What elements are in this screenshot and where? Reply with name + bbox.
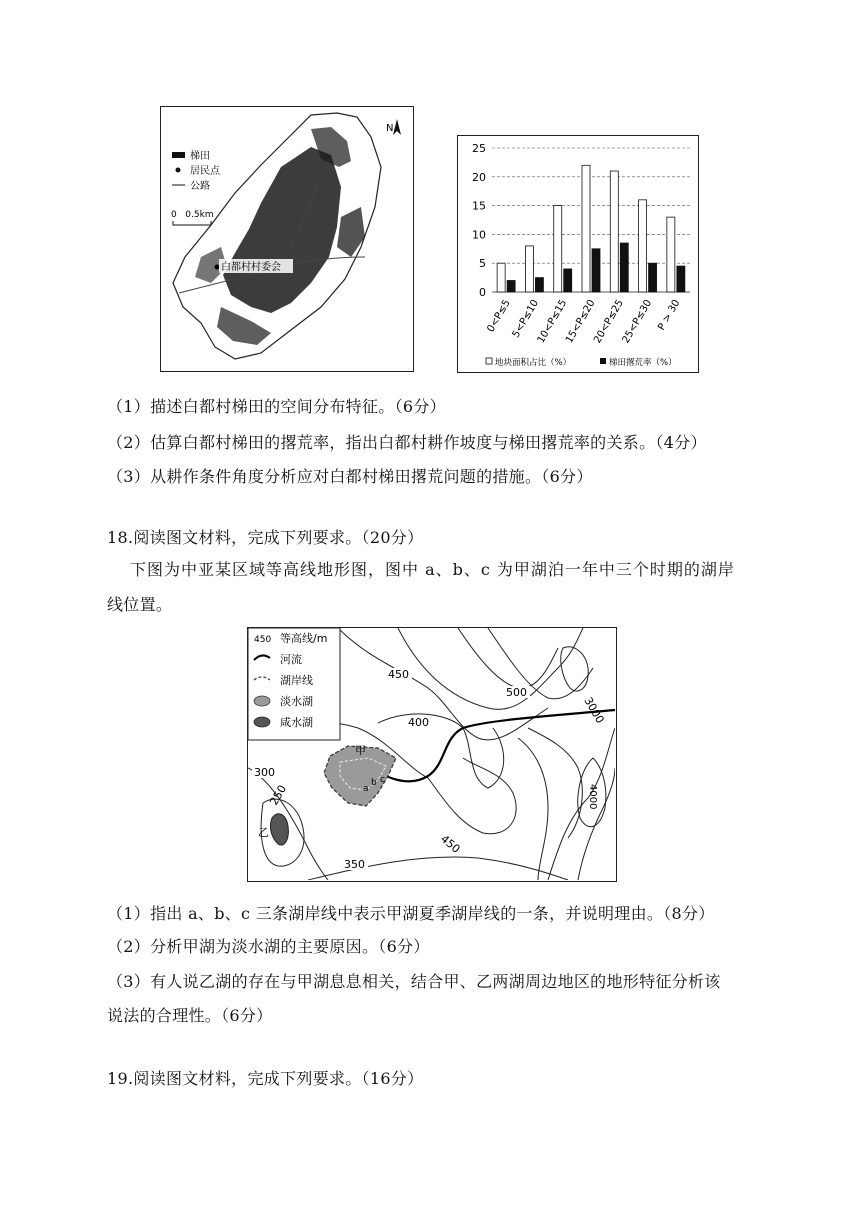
- legend-area-label: 地块面积占比（%）: [495, 358, 572, 368]
- legend-saltwater-label: 咸水湖: [280, 716, 313, 729]
- bar-abandon-rate: [620, 243, 628, 292]
- q17-item-1: （1）描述白都村梯田的空间分布特征。（6分）: [107, 397, 446, 416]
- y-tick-label: 25: [472, 142, 486, 155]
- y-tick-label: 0: [479, 286, 486, 299]
- bar-abandon-rate: [592, 249, 600, 292]
- legend-freshwater-label: 淡水湖: [280, 695, 313, 708]
- contour-label-350: 350: [344, 858, 365, 871]
- x-tick-label: 25<P≤30: [620, 298, 655, 346]
- contour-label-3000: 3000: [581, 695, 607, 726]
- bar-area-share: [497, 263, 505, 292]
- terrace-map: [160, 106, 414, 372]
- legend-freshwater-swatch: [254, 696, 270, 706]
- contour-label-250: 250: [267, 782, 290, 808]
- river-line: [366, 710, 615, 781]
- village-label: 白都村村委会: [221, 262, 281, 273]
- bar-chart-svg: [458, 136, 697, 371]
- scale-label: 0 0.5km: [171, 210, 214, 220]
- legend-shoreline-label: 湖岸线: [280, 674, 313, 687]
- shoreline-a-label: a: [363, 784, 369, 794]
- north-arrow-icon: [393, 119, 401, 135]
- bar-abandon-rate: [535, 278, 543, 292]
- bar-area-share: [639, 200, 647, 292]
- shoreline-c-label: c: [380, 775, 385, 785]
- bar-area-share: [554, 206, 562, 292]
- village-committee-point: [215, 265, 220, 270]
- lake-jia-label: 甲: [355, 744, 366, 757]
- x-tick-label: 0<P≤5: [485, 298, 513, 335]
- legend-abandon-label: 梯田撂荒率（%）: [609, 358, 677, 368]
- contour-map-drawing: [248, 628, 615, 880]
- bar-area-share: [667, 217, 675, 292]
- q18-intro-line-2: 线位置。: [107, 595, 173, 614]
- x-tick-label: 10<P≤15: [535, 298, 570, 346]
- q18-item-1: （1）指出 a、b、c 三条湖岸线中表示甲湖夏季湖岸线的一条，并说明理由。（8分）: [107, 904, 715, 923]
- x-tick-label: P > 30: [656, 298, 683, 333]
- q18-header: 18.阅读图文材料，完成下列要求。（20分）: [107, 528, 424, 547]
- legend-terrace-label: 梯田: [190, 151, 210, 162]
- terrace-map-drawing: [161, 107, 412, 370]
- legend-settlement-label: 居民点: [190, 166, 220, 177]
- y-tick-label: 10: [472, 228, 486, 242]
- x-tick-label: 20<P≤25: [592, 298, 626, 346]
- north-label: N: [386, 123, 394, 134]
- legend-area-swatch: [486, 358, 492, 364]
- q18-intro-line-1: 下图为中亚某区域等高线地形图，图中 a、b、c 为甲湖泊一年中三个时期的湖岸: [130, 560, 735, 579]
- q18-item-3-continued: 说法的合理性。（6分）: [107, 1006, 273, 1025]
- contour-label-450-north: 450: [388, 668, 409, 681]
- contour-map: [247, 627, 617, 882]
- legend-contour-sample: 450: [254, 635, 272, 645]
- shoreline-b-label: b: [371, 778, 377, 788]
- contour-label-500: 500: [506, 686, 527, 699]
- x-tick-label: 5<P≤10: [510, 298, 542, 340]
- legend-saltwater-swatch: [254, 717, 270, 727]
- contour-label-4000: 4000: [587, 784, 598, 810]
- q17-item-3: （3）从耕作条件角度分析应对白都村梯田撂荒问题的措施。（6分）: [107, 467, 593, 486]
- x-tick-label: 15<P≤20: [563, 298, 598, 346]
- bar-abandon-rate: [507, 280, 515, 292]
- contour-label-400: 400: [408, 716, 429, 729]
- bar-abandon-rate: [564, 269, 572, 292]
- legend-river-label: 河流: [280, 653, 302, 666]
- bar-area-share: [582, 165, 590, 292]
- legend-road-label: 公路: [190, 181, 210, 192]
- q18-item-2: （2）分析甲湖为淡水湖的主要原因。（6分）: [107, 937, 430, 956]
- bar-area-share: [610, 171, 618, 292]
- legend-terrace-swatch: [172, 152, 185, 158]
- y-tick-label: 5: [479, 257, 486, 271]
- saltwater-lake-yi: [270, 814, 288, 845]
- legend-contour-label: 等高线/m: [280, 632, 328, 645]
- bar-chart: [457, 135, 699, 373]
- legend-abandon-swatch: [600, 358, 606, 364]
- bar-abandon-rate: [677, 266, 685, 292]
- y-tick-label: 20: [472, 170, 486, 184]
- scale-bar: [173, 221, 211, 225]
- contour-label-300: 300: [254, 766, 275, 779]
- lake-yi-label: 乙: [258, 826, 269, 839]
- bar-abandon-rate: [649, 263, 657, 292]
- contour-label-450-south: 450: [438, 832, 463, 856]
- legend-settlement-swatch: [176, 168, 181, 173]
- q17-item-2: （2）估算白都村梯田的撂荒率，指出白都村耕作坡度与梯田撂荒率的关系。（4分）: [107, 433, 707, 452]
- q18-item-3: （3）有人说乙湖的存在与甲湖息息相关，结合甲、乙两湖周边地区的地形特征分析该: [107, 972, 721, 991]
- q19-header: 19.阅读图文材料，完成下列要求。（16分）: [107, 1069, 424, 1088]
- bar-area-share: [525, 246, 533, 292]
- y-tick-label: 15: [472, 199, 486, 213]
